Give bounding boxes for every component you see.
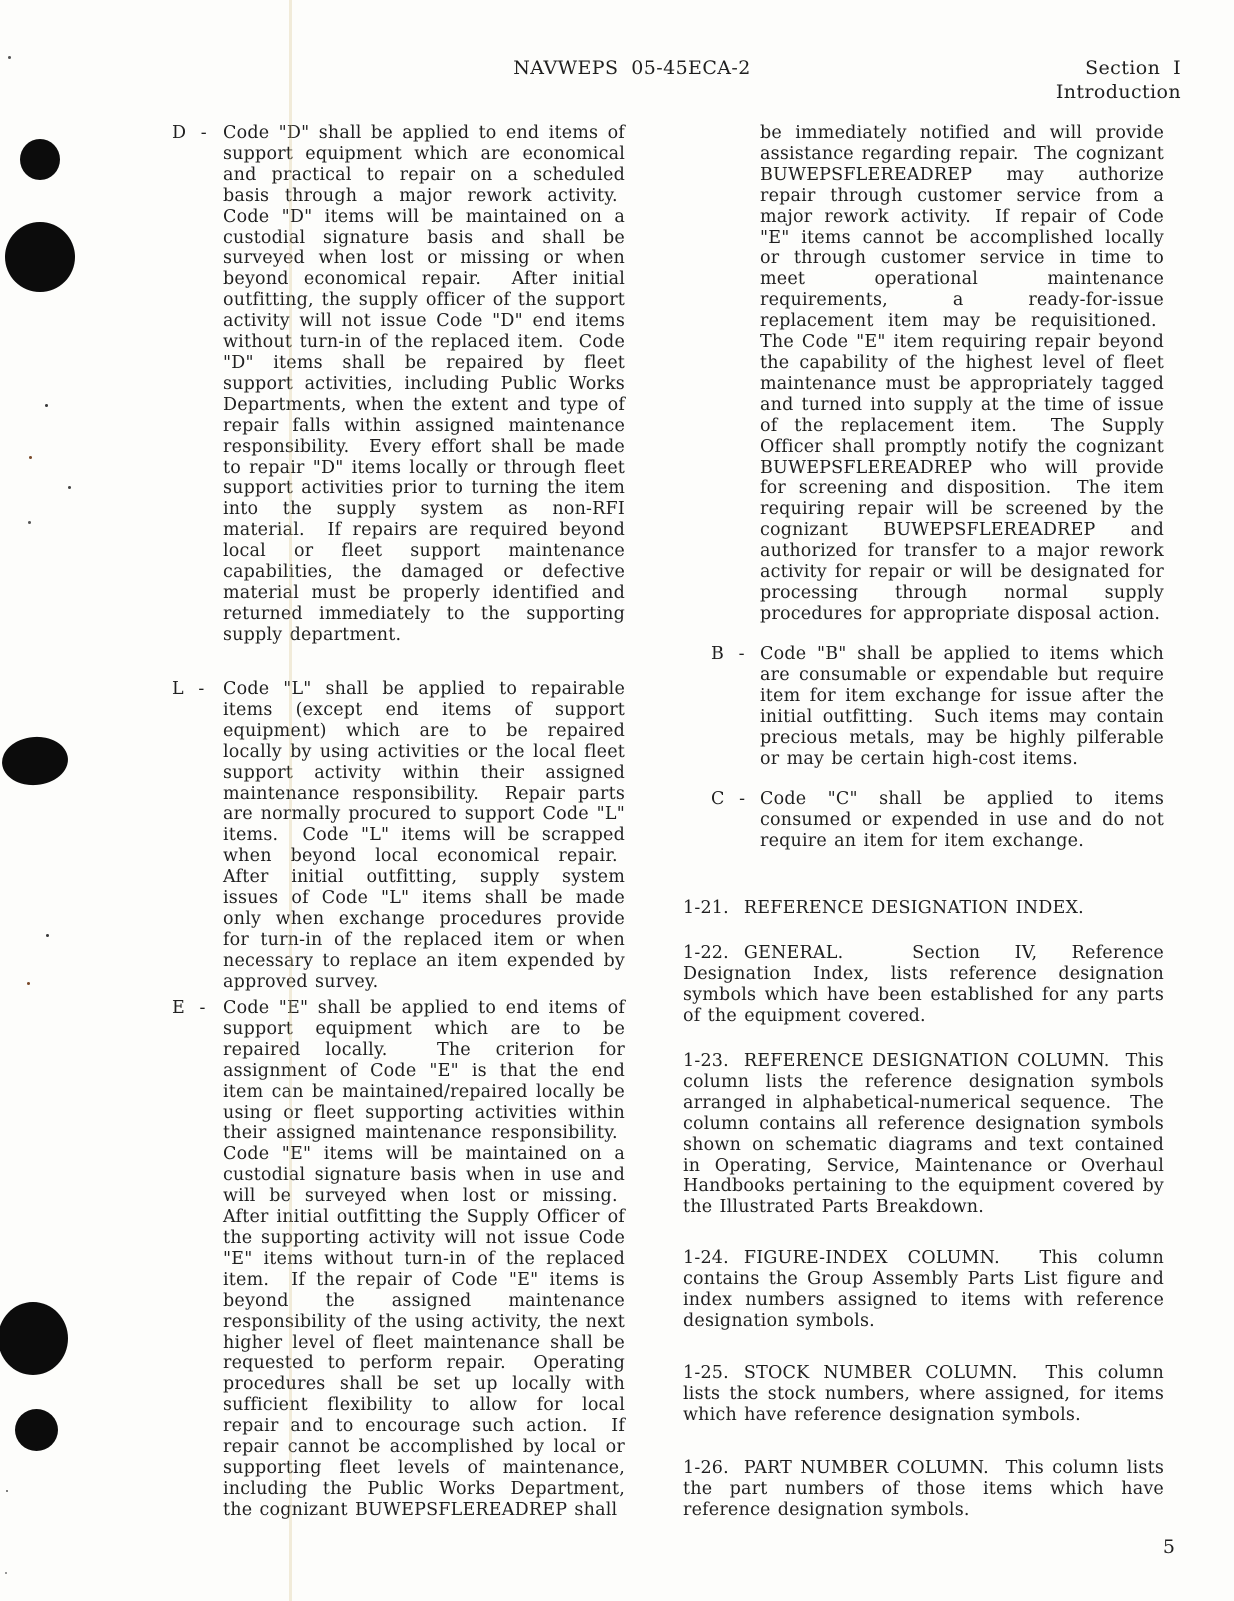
code-letter-label-d: D - — [172, 123, 207, 143]
paragraph-number: 1-22. — [683, 943, 729, 963]
punch-hole-mark-1 — [20, 139, 60, 180]
punch-hole-mark-5 — [15, 1409, 58, 1451]
header-subsection: Introduction — [1055, 81, 1181, 103]
scan-speck-1 — [8, 56, 11, 59]
code-letter-label-c: C - — [711, 789, 746, 809]
code-letter-label-b: B - — [711, 644, 745, 664]
code-item-b — [711, 644, 1164, 769]
header-section: Section I — [1085, 57, 1181, 79]
paragraph-number: 1-25. — [683, 1363, 729, 1383]
paragraph-1-23 — [683, 1051, 1164, 1218]
paragraph-1-25 — [683, 1363, 1164, 1426]
code-item-d — [172, 123, 625, 646]
paragraph-number: 1-26. — [683, 1458, 729, 1478]
scan-speck-8 — [6, 1490, 8, 1492]
scan-speck-2 — [45, 404, 48, 407]
code-item-b-text: Code "B" shall be applied to items which are consumable or expendable but require item for item exchange for issue after the initial outfitting. Such items may contain precious metals, may be highly pilferable or may be certain high-cost items. — [760, 644, 1164, 769]
paragraph-1-21 — [683, 898, 1164, 919]
code-item-e-text: Code "E" shall be applied to end items of support equipment which are to be repaired locally. The criterion for assignment of Code "E" is that the end item can be maintained/repaired locally be using or fleet supporting activities within their assigned maintenance responsibility. Code "E" items will be maintained on a custodial signature basis when in use and will be surveyed when lost or missing. After initial outfitting the Supply Officer of the supporting activity will not issue Code "E" items without turn-in of the replaced item. If the repair of Code "E" items is beyond the assigned maintenance responsibility of the using activity, the next higher level of fleet maintenance shall be requested to perform repair. Operating procedures shall be set up locally with sufficient flexibility to allow for local repair and to encourage such action. If repair cannot be accomplished by local or supporting fleet levels of maintenance, including the Public Works Department, the cognizant BUWEPSFLEREADREP shall — [223, 998, 625, 1520]
code-item-l — [172, 679, 625, 993]
scan-speck-4 — [68, 486, 71, 489]
scan-speck-5 — [28, 521, 31, 524]
code-item-e — [172, 998, 625, 1521]
code-letter-label-l: L - — [172, 679, 205, 699]
code-item-c — [711, 789, 1164, 852]
code-item-c-text: Code "C" shall be applied to items consumed or expended in use and do not require an item for item exchange. — [760, 789, 1164, 851]
paragraph-text: REFERENCE DESIGNATION INDEX. — [743, 898, 1084, 918]
code-item-l-text: Code "L" shall be applied to repairable items (except end items of support equipment) which are to be repaired locally by using activities or the local fleet support activity within their assigned maintenance responsibility. Repair parts are normally procured to support Code "L" items. Code "L" items will be scrapped when beyond local economical repair. After initial outfitting, supply system issues of Code "L" items shall be made only when exchange procedures provide for turn-in of the replaced item or when necessary to replace an item expended by approved survey. — [223, 679, 625, 992]
paragraph-text: REFERENCE DESIGNATION COLUMN. This column lists the reference designation symbols arranged in alphabetical-numerical sequence. The column contains all reference designation symbols shown on schematic diagrams and text contained in Operating, Service, Maintenance or Overhaul Handbooks pertaining to the equipment covered by the Illustrated Parts Breakdown. — [683, 1051, 1164, 1218]
paragraph-text: STOCK NUMBER COLUMN. This column lists the stock numbers, where assigned, for items which have reference designation symbols. — [683, 1363, 1164, 1425]
paragraph-1-22 — [683, 943, 1164, 1027]
paragraph-1-24 — [683, 1248, 1164, 1332]
paragraph-text: PART NUMBER COLUMN. This column lists the part numbers of those items which have reference designation symbols. — [683, 1458, 1164, 1520]
code-item-d-text: Code "D" shall be applied to end items of support equipment which are economical and practical to repair on a scheduled basis through a major rework activity. Code "D" items will be maintained on a custodial signature basis and shall be surveyed when lost or missing or when beyond economical repair. After initial outfitting, the supply officer of the support activity will not issue Code "D" end items without turn-in of the replaced item. Code "D" items shall be repaired by fleet support activities, including Public Works Departments, when the extent and type of repair falls within assigned maintenance responsibility. Every effort shall be made to repair "D" items locally or through fleet support activities prior to turning the item into the supply system as non-RFI material. If repairs are required beyond local or fleet support maintenance capabilities, the damaged or defective material must be properly identified and returned immediately to the supporting supply department. — [223, 123, 625, 645]
scan-speck-6 — [46, 934, 49, 937]
scan-fold-line — [289, 0, 292, 1601]
paragraph-number: 1-24. — [683, 1248, 729, 1268]
paragraph-number: 1-23. — [683, 1051, 729, 1071]
punch-hole-mark-4 — [0, 1302, 68, 1375]
page-number: 5 — [1162, 1536, 1175, 1558]
paragraph-text: FIGURE-INDEX COLUMN. This column contains the Group Assembly Parts List figure and index numbers assigned to items with reference designation symbols. — [683, 1248, 1164, 1331]
paragraph-number: 1-21. — [683, 898, 729, 918]
header-doc-number: NAVWEPS 05-45ECA-2 — [513, 57, 751, 79]
scan-speck-9 — [5, 1572, 7, 1574]
punch-hole-mark-2 — [5, 222, 75, 292]
scan-speck-3 — [29, 456, 32, 459]
paragraph-text: GENERAL. Section IV, Reference Designation Index, lists reference designation symbols which have been established for any parts of the equipment covered. — [683, 943, 1164, 1026]
code-item-e-continuation: be immediately notified and will provide assistance regarding repair. The cognizant BUWEPSFLEREADREP may authorize repair through customer service from a major rework activity. If repair of Code "E" items cannot be accomplished locally or through customer service in time to meet operational maintenance requirements, a ready-for-issue replacement item may be requisitioned. The Code "E" item requiring repair beyond the capability of the highest level of fleet maintenance must be appropriately tagged and turned into supply at the time of issue of the replacement item. The Supply Officer shall promptly notify the cognizant BUWEPSFLEREADREP who will provide for screening and disposition. The item requiring repair will be screened by the cognizant BUWEPSFLEREADREP and authorized for transfer to a major rework activity for repair or will be designated for processing through normal supply procedures for appropriate disposal action. — [760, 123, 1164, 624]
code-letter-label-e: E - — [172, 998, 206, 1018]
scan-speck-7 — [27, 982, 30, 985]
punch-hole-mark-3 — [0, 734, 70, 788]
paragraph-1-26 — [683, 1458, 1164, 1521]
